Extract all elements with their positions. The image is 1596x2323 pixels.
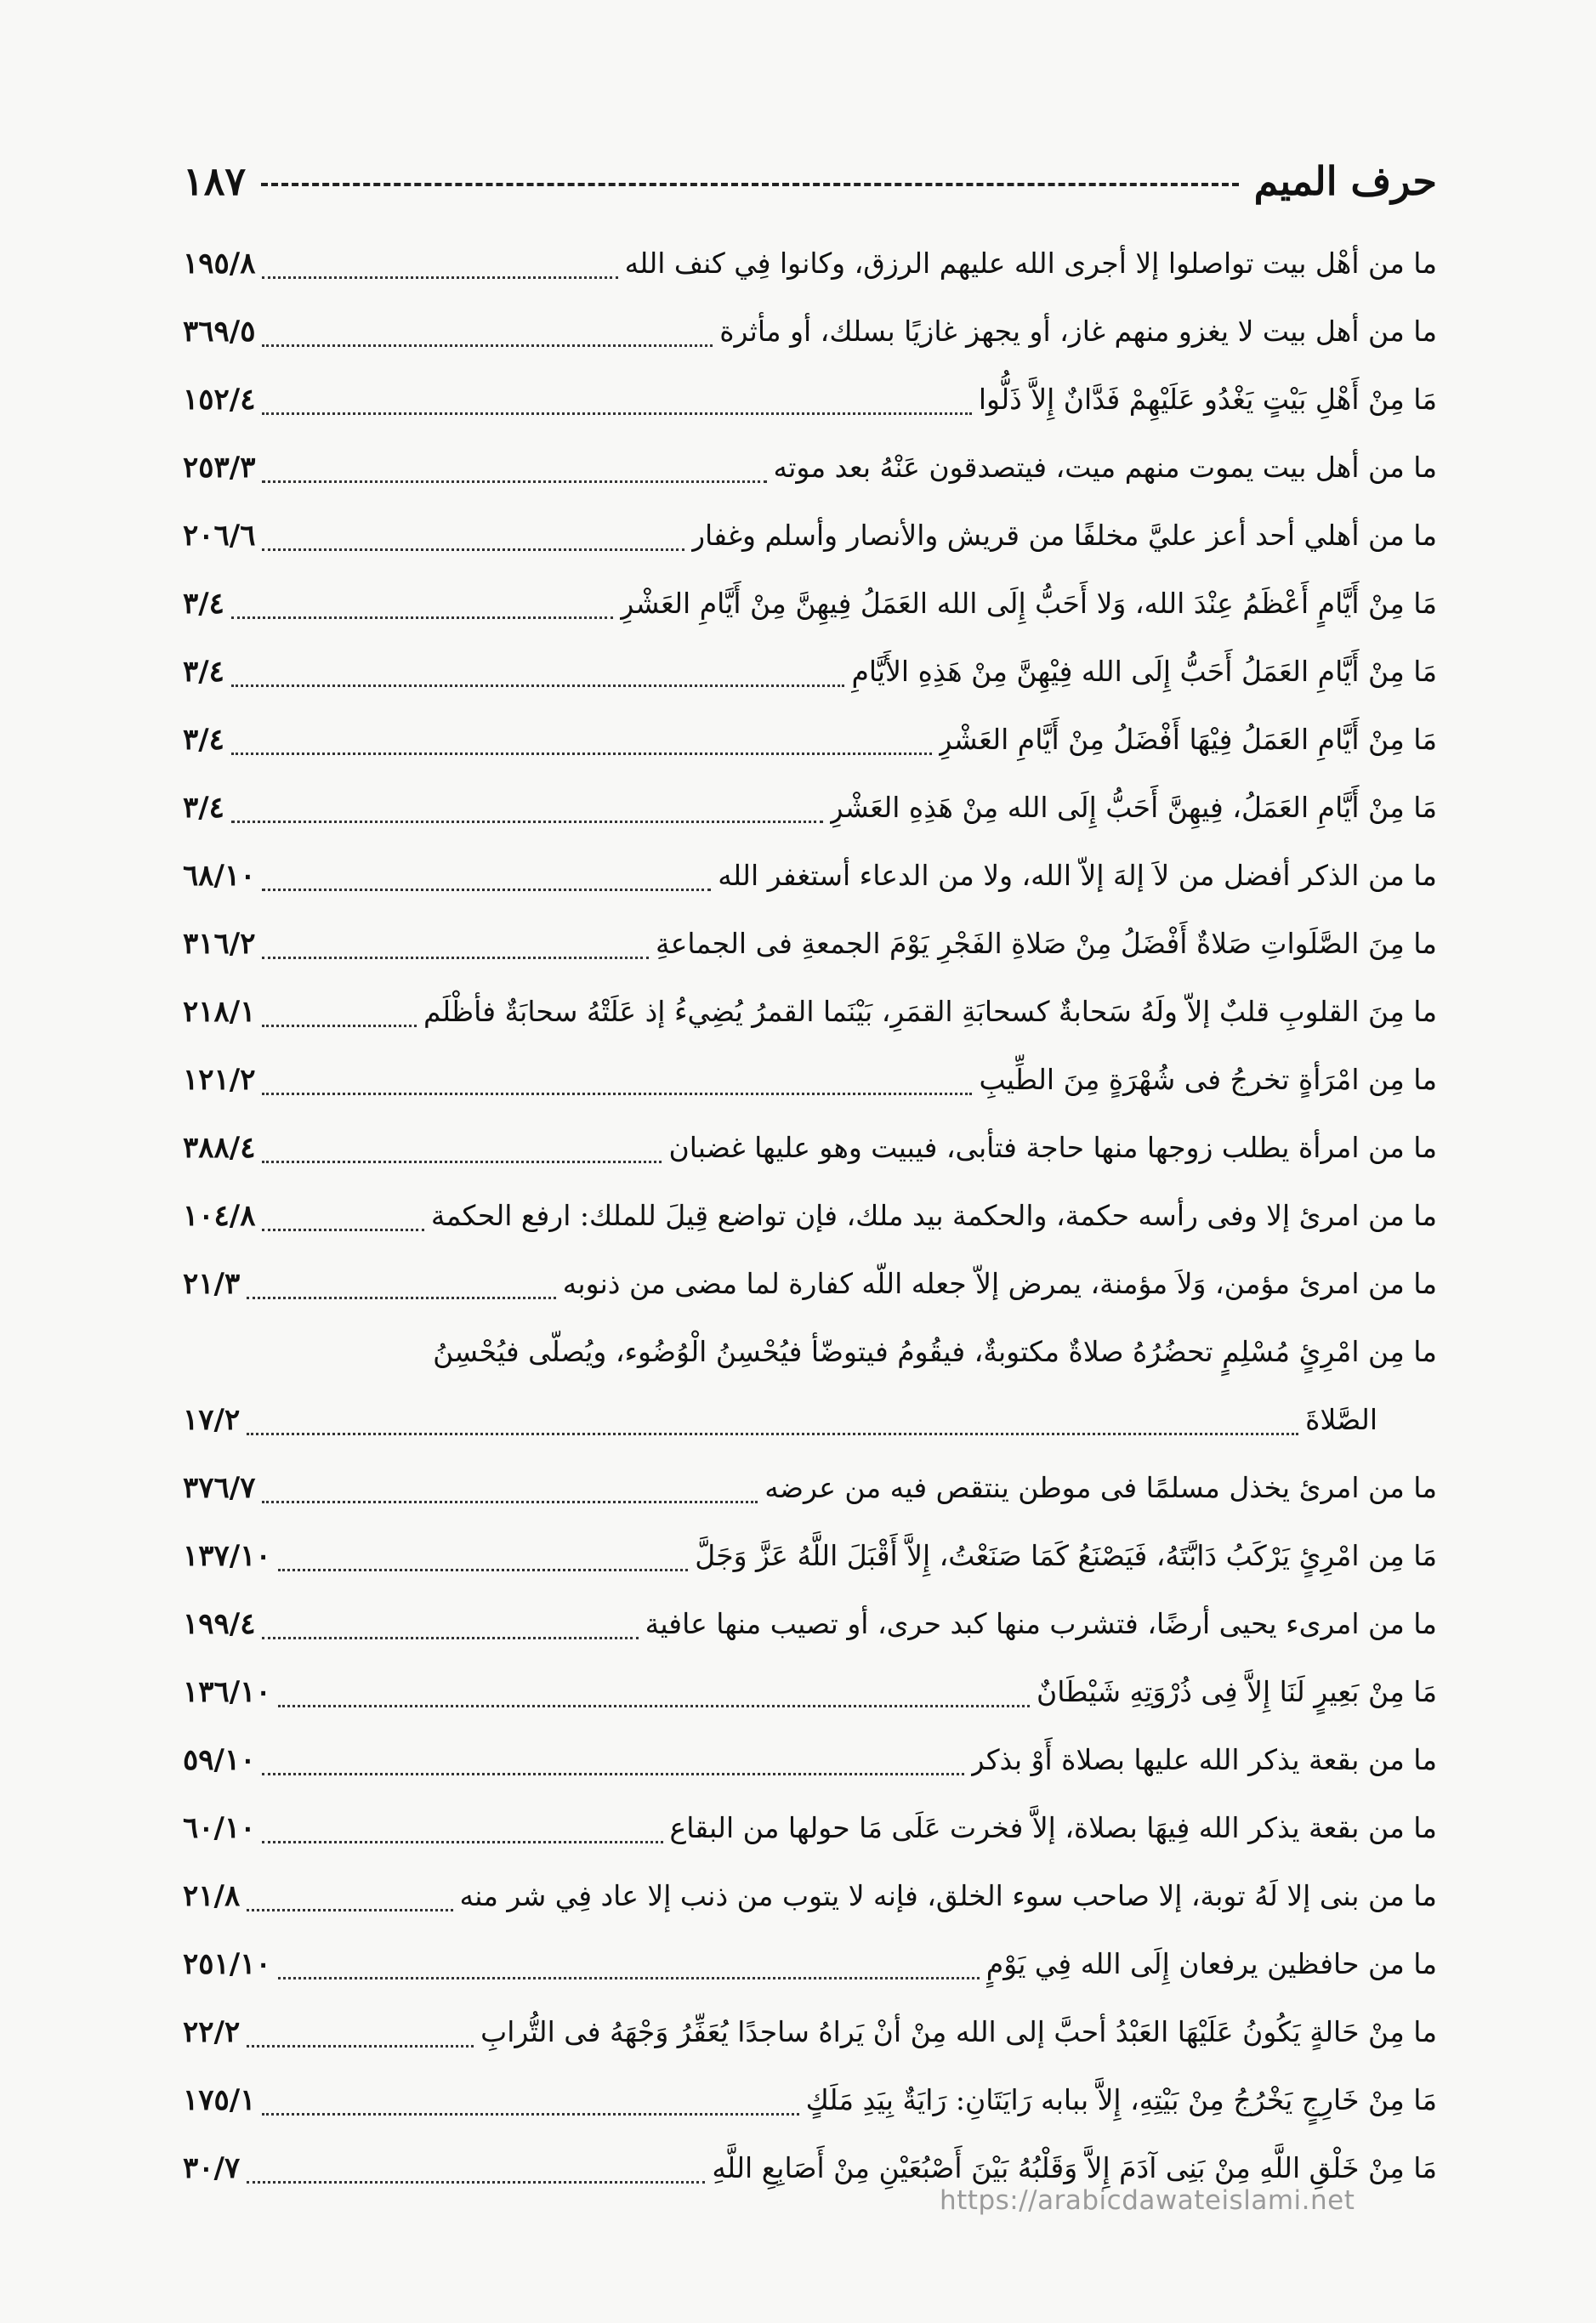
entry-ref: ١٣٧/١٠	[183, 1539, 271, 1573]
dot-leader	[262, 344, 713, 347]
index-entry	[183, 1862, 1437, 1930]
entry-text: ما من الذكر أفضل من لاَ إلهَ إلاّ الله، ولا من الدعاء أستغفر الله	[718, 859, 1437, 892]
index-entry	[183, 842, 1437, 910]
entry-text: ما من بقعة يذكر الله فِيهَا بصلاة، إلاَّ فخرت عَلَى مَا حولها من البقاع	[669, 1811, 1437, 1844]
index-entry	[183, 1794, 1437, 1862]
entry-ref: ١٢١/٢	[183, 1063, 256, 1097]
index-entry	[183, 774, 1437, 842]
dot-leader	[262, 1773, 963, 1775]
dot-leader	[262, 957, 649, 959]
entry-text: ما من أهْل بيت تواصلوا إلا أجرى الله عليهم الرزق، وكانوا فِي كنف الله	[624, 247, 1437, 280]
index-entry	[183, 978, 1437, 1046]
index-entry	[183, 570, 1437, 638]
entry-text: ما من امرئ مؤمن، وَلاَ مؤمنة، يمرض إلاّ جعله اللّه كفارة لما مضى من ذنوبه	[562, 1267, 1437, 1300]
index-entry	[183, 1658, 1437, 1726]
page-number: ١٨٧	[183, 158, 247, 204]
entry-text-line2: الصَّلاةَ	[1305, 1403, 1377, 1436]
entry-ref: ٦٨/١٠	[183, 859, 256, 893]
dot-leader	[247, 2181, 705, 2184]
watermark-url: https://arabicdawateislami.net	[940, 2185, 1355, 2216]
entry-ref: ٣/٤	[183, 587, 224, 621]
dot-leader	[262, 1841, 662, 1843]
entry-ref: ١٣٦/١٠	[183, 1675, 271, 1709]
entry-ref: ٥٩/١٠	[183, 1743, 256, 1777]
entry-text: ما من امرئ يخذل مسلمًا فى موطن ينتقص فيه من عرضه	[764, 1471, 1437, 1504]
section-title: حرف الميم	[1253, 158, 1437, 204]
dot-leader	[247, 1909, 452, 1911]
entry-ref: ٣٠/٧	[183, 2151, 241, 2185]
entry-ref: ٢١٨/١	[183, 995, 256, 1029]
entry-ref: ٣١٦/٢	[183, 927, 256, 961]
entry-text: ما مِنْ حَالةٍ يَكُونُ عَلَيْهَا العَبْدُ أحبَّ إلى الله مِنْ أنْ يَراهُ ساجدًا يُعَفِّرُ وَجْهَهُ فى التُّرابِ	[480, 2015, 1437, 2048]
entry-text: ما من أهل بيت لا يغزو منهم غاز، أو يجهز غازيًا بسلك، أو مأثرة	[719, 315, 1437, 348]
entry-text: ما من بقعة يذكر الله عليها بصلاة أَوْ بذكر	[970, 1743, 1437, 1776]
entry-text: ما من امرىء يحيى أرضًا، فتشرب منها كبد حرى، أو تصيب منها عافية	[645, 1607, 1437, 1640]
entry-text: ما من أهلي أحد أعز عليَّ مخلفًا من قريش والأنصار وأسلم وغفار	[691, 519, 1437, 552]
index-entry	[183, 502, 1437, 570]
entry-text: ما مِن امْرَأةٍ تخرجُ فى شُهْرَةٍ مِنَ الطِّيبِ	[979, 1063, 1437, 1096]
dot-leader	[247, 1433, 1298, 1435]
entry-ref: ٣٦٩/٥	[183, 315, 256, 349]
index-entry	[183, 706, 1437, 774]
dot-leader	[262, 1637, 638, 1639]
index-entry	[183, 1250, 1437, 1318]
index-entry	[183, 1182, 1437, 1250]
entry-text: مَا مِنْ أَيَّامِ العَمَلُ فِيْهَا أَفْضَلُ مِنْ أَيَّامِ العَشْرِ	[938, 723, 1437, 756]
entry-ref: ١٠٤/٨	[183, 1199, 256, 1233]
entry-text: ما مِنَ القلوبِ قلبٌ إلاّ ولَهُ سَحابةٌ كسحابَةِ القمَرِ، بَيْنَما القمرُ يُضِيءُ إذ عَلَتْهُ سحابَةٌ فأظْلَم	[423, 995, 1437, 1028]
dot-leader	[262, 480, 766, 483]
entry-text: مَا مِنْ أَيَّامِ العَمَلُ، فِيهِنَّ أَحَبُّ إِلَى الله مِنْ هَذِهِ العَشْرِ	[829, 791, 1437, 824]
entry-ref: ١٧/٢	[183, 1403, 241, 1437]
index-entry	[183, 910, 1437, 978]
entry-text: ما من بنى إلا لَهُ توبة، إلا صاحب سوء الخلق، فإنه لا يتوب من ذنب إلا عاد فِي شر منه	[459, 1879, 1437, 1912]
entry-text: ما مِنَ الصَّلَواتِ صَلاةٌ أَفْضَلُ مِنْ صَلاةِ الفَجْرِ يَوْمَ الجمعةِ فى الجماعةِ	[656, 927, 1437, 960]
entry-text: مَا مِنْ أَيَّامِ العَمَلُ أَحَبُّ إِلَى الله فِيْهِنَّ مِنْ هَذِهِ الأَيَّامِ	[851, 655, 1437, 688]
entry-ref: ٦٠/١٠	[183, 1811, 256, 1845]
entry-ref: ٢٠٦/٦	[183, 519, 256, 553]
entry-ref: ١٥٢/٤	[183, 383, 256, 417]
dot-leader	[262, 1229, 423, 1231]
dot-leader	[278, 1569, 689, 1571]
index-entry	[183, 1998, 1437, 2066]
entry-ref: ٢١/٨	[183, 1879, 241, 1913]
entry-text: ما من امرئ إلا وفى رأسه حكمة، والحكمة بيد ملك، فإن تواضع قِيلَ للملك: ارفع الحكمة	[430, 1199, 1437, 1232]
index-entry	[183, 230, 1437, 298]
entry-ref: ٣/٤	[183, 655, 224, 689]
entry-ref: ١٩٩/٤	[183, 1607, 256, 1641]
index-entry	[183, 638, 1437, 706]
entry-ref: ٣٧٦/٧	[183, 1471, 256, 1505]
index-entry	[183, 1454, 1437, 1522]
index-entry	[183, 366, 1437, 434]
dot-leader	[262, 1025, 417, 1027]
entry-text-line1: ما مِن امْرِئٍ مُسْلِمٍ تحضُرُهُ صلاةٌ مكتوبةٌ، فيقُومُ فيتوضّأ فيُحْسِنُ الْوُضُوء، ويُصلّى فيُحْسِنُ	[433, 1335, 1437, 1368]
index-entry	[183, 434, 1437, 502]
entry-ref: ٣/٤	[183, 791, 224, 825]
dot-leader	[262, 1093, 972, 1095]
dot-leader	[278, 1705, 1030, 1707]
dot-leader	[262, 2113, 798, 2116]
page-header	[183, 151, 1437, 211]
entry-ref: ١٩٥/٨	[183, 247, 256, 281]
entry-text: مَا مِنْ أَيَّامٍ أَعْظَمُ عِنْدَ الله، وَلا أَحَبُّ إِلَى الله العَمَلُ فِيهِنَّ مِنْ أَيَّامِ العَشْرِ	[620, 587, 1437, 620]
entry-ref: ٢٥٣/٣	[183, 451, 256, 485]
index-entry	[183, 2066, 1437, 2134]
entry-text: ما من امرأة يطلب زوجها منها حاجة فتأبى، فيبيت وهو عليها غضبان	[668, 1131, 1437, 1164]
entry-ref: ٢٥١/١٠	[183, 1947, 271, 1981]
index-entry	[183, 1114, 1437, 1182]
index-entry-multiline	[183, 1318, 1437, 1454]
index-entry	[183, 298, 1437, 366]
entry-ref: ٣٨٨/٤	[183, 1131, 256, 1165]
index-entry	[183, 1590, 1437, 1658]
dot-leader	[262, 1501, 758, 1503]
dot-leader	[231, 684, 844, 687]
dot-leader	[247, 2045, 474, 2048]
index-entry	[183, 1522, 1437, 1590]
entry-ref: ٣/٤	[183, 723, 224, 757]
entry-ref: ٢٢/٢	[183, 2015, 241, 2049]
dot-leader	[247, 1297, 555, 1299]
dot-leader	[262, 412, 971, 415]
entry-text: مَا مِن امْرِئٍ يَرْكَبُ دَابَّتَهُ، فَيَصْنَعُ كَمَا صَنَعْتُ، إِلاَّ أَقْبَلَ اللَّهُ عَزَّ وَجَلَّ	[695, 1539, 1437, 1572]
dot-leader	[262, 548, 684, 551]
dot-leader	[278, 1977, 980, 1979]
dot-leader	[262, 276, 617, 279]
dot-leader	[231, 753, 932, 755]
dot-leader	[231, 616, 613, 619]
header-rule	[261, 183, 1238, 186]
dot-leader	[231, 821, 823, 823]
entry-ref: ٢١/٣	[183, 1267, 241, 1301]
entry-text: مَا مِنْ خَارِجٍ يَخْرُجُ مِنْ بَيْتِهِ، إِلاَّ ببابه رَايَتَانِ: رَايَةٌ بِيَدِ مَلَكٍ	[805, 2083, 1437, 2116]
index-entries	[183, 230, 1437, 2202]
entry-text: مَا مِنْ أَهْلِ بَيْتٍ يَغْدُو عَلَيْهِمْ فَدَّانٌ إِلاَّ ذَلُّوا	[978, 383, 1437, 416]
entry-ref: ١٧٥/١	[183, 2083, 256, 2117]
entry-text: مَا مِنْ خَلْقِ اللَّهِ مِنْ بَنِى آدَمَ إِلاَّ وَقَلْبُهُ بَيْنَ أَصْبُعَيْنِ مِنْ أَصَابِعِ اللَّهِ	[712, 2151, 1437, 2184]
dot-leader	[262, 1161, 662, 1163]
entry-text: مَا مِنْ بَعِيرٍ لَنَا إِلاَّ فِى ذُرْوَتِهِ شَيْطَانٌ	[1037, 1675, 1437, 1708]
entry-line2	[183, 1386, 1437, 1454]
index-entry	[183, 1930, 1437, 1998]
entry-text: ما من أهل بيت يموت منهم ميت، فيتصدقون عَنْهُ بعد موته	[773, 451, 1437, 484]
dot-leader	[262, 889, 711, 891]
index-entry	[183, 1046, 1437, 1114]
entry-text: ما من حافظين يرفعان إِلَى الله فِي يَوْمٍ	[985, 1947, 1437, 1980]
index-entry	[183, 1726, 1437, 1794]
